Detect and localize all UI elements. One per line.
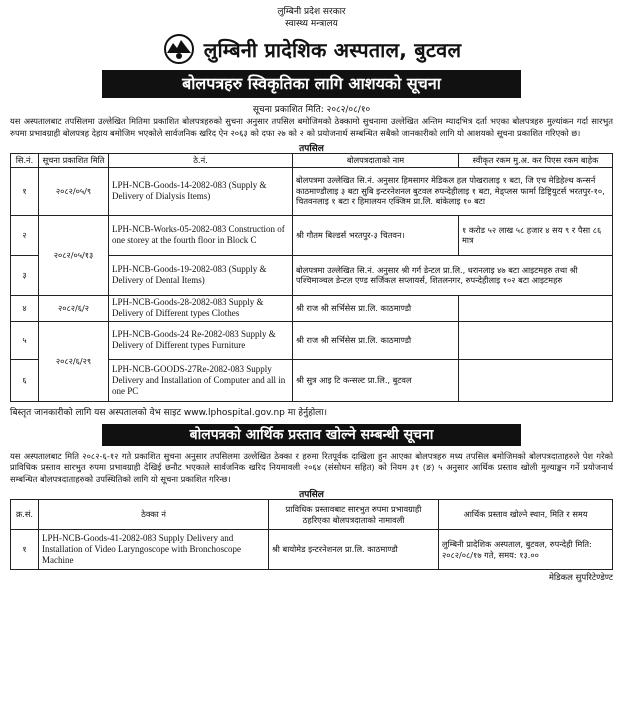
signature: मेडिकल सुपरिटेण्डेण्ट (548, 573, 613, 583)
row-sn: ६ (11, 359, 39, 401)
row-ref: LPH-NCB-Goods-28-2082-083 Supply & Delivery of Different types Clothes (109, 295, 293, 321)
row-date: २०८२/६/२ (39, 295, 109, 321)
ministry-line: स्वास्थ्य मन्त्रालय (285, 19, 338, 29)
row-ref: LPH-NCB-Goods-24 Re-2082-083 Supply & Delivery of Different types Furniture (109, 321, 293, 359)
row-bidder: श्री राज श्री सर्भिसेस प्रा.लि. काठमाण्डौ (293, 295, 459, 321)
row-sn: १ (11, 530, 39, 570)
col-bidder: प्राविधिक प्रस्तावबाट सारभुत रुपमा प्रभावग्राही ठहरिएका बोलपत्रदाताको नामावली (269, 500, 439, 530)
government-emblem-icon (162, 33, 196, 65)
row-ref: LPH-NCB-Works-05-2082-083 Construction of one storey at the fourth floor in Block C (109, 215, 293, 255)
col-bidder: बोलपत्रदाताको नाम (293, 154, 459, 168)
col-date: सूचना प्रकाशित मिति (39, 154, 109, 168)
row-bidder: श्री सुत्र आइ टि कन्सल्ट प्रा.लि., बुटवल (293, 359, 459, 401)
row-sn: ४ (11, 295, 39, 321)
table-row (11, 215, 613, 255)
col-venue: आर्थिक प्रस्ताव खोल्ने स्थान, मिति र समय (439, 500, 613, 530)
row-ref: LPH-NCB-Goods-19-2082-083 (Supply & Delivery of Dental Items) (109, 255, 293, 295)
row-ref: LPH-NCB-Goods-14-2082-083 (Supply & Delivery of Dialysis Items) (109, 167, 293, 215)
row-ref: LPH-NCB-Goods-41-2082-083 Supply Delivery and Installation of Video Laryngoscope with Bronchoscope Machine (39, 530, 269, 570)
row-date: २०८२/०५/१३ (39, 215, 109, 295)
row-sn: ३ (11, 255, 39, 295)
row-venue: लुम्बिनी प्रादेशिक अस्पताल, बुटवल, रुपन्देही मिति: २०८२/०८/१७ गते, समय: १३.०० (439, 530, 613, 570)
row-bidder: श्री गौतम बिल्डर्स भरतपुर-३ चितवन। (293, 215, 459, 255)
intent-table (10, 153, 613, 402)
row-bidder: बोलपत्रमा उल्लेखित सि.नं. अनुसार हिमसागर मेडिकल हल पोखरालाइ १ बटा, जि एच मेडिहेल्थ कन्सर्न काठमाण्डौलाइ ३ बटा सुबि इन्टरनेशनल बुटवल रुपन्देहीलाइ १ बटा, मेड्प्लस फार्मा डिष्ट्रियुटर्स भरतपुर-१०, चितवनलाइ १ बटा र हिमालयन एक्जिम प्रा.लि. बांकेलाइ १० बटा (293, 167, 613, 215)
row-amount (459, 295, 613, 321)
col-ref: ठे.नं. (109, 154, 293, 168)
row-sn: २ (11, 215, 39, 255)
publish-date: सूचना प्रकाशित मिति: २०८२/०८/१० (252, 105, 371, 115)
table-row (11, 530, 613, 570)
notice2-intro: यस अस्पतालबाट मिति २०८२-६-१२ गते प्रकाशित सुचना अनुसार तपसिलमा उल्लेखित ठेक्का र हरुमा रितपूर्वक दाखिला हुन आएका बोलपत्रहरु मध्य तपसिल बमोजिमको बोलपत्रदाताहरुले पेश गरेको प्राविधिक प्रस्ताव सारभुत रुपमा प्रभावग्राही देखिई छनौट भएकाले सार्वजनिक खरिद नियमावली २०६४ (संसोधन सहित) को नियम ३१ (ङ) ५ अनुसार आर्थिक प्रस्ताव खोली मुल्याङ्कन गर्ने प्रयोजनार्थ सम्बन्धित बोलपत्रदाताहरुको उपस्थितिको लागि यो सूचना प्रकाशित गरिन्छ। (10, 450, 613, 484)
row-bidder: श्री बायोमेड इन्टरनेशनल प्रा.लि. काठमाण्डौ (269, 530, 439, 570)
row-date: २०८२/०५/९ (39, 167, 109, 215)
website-note: बिस्तृत जानकारीको लागि यस अस्पतालको वेभ साइट www.lphospital.gov.np मा हेर्नुहोला। (10, 407, 328, 418)
notice2-title: बोलपत्रको आर्थिक प्रस्ताव खोल्ने सम्बन्धी सूचना (102, 424, 521, 446)
table-header-row (11, 154, 613, 168)
notice1-title: बोलपत्रहरु स्विकृतिका लागि आशयको सूचना (102, 70, 521, 98)
row-bidder: बोलपत्रमा उल्लेखित सि.नं. अनुसार श्री गर्ग डेन्टल प्रा.लि., धरानलाइ ४७ बटा आइटमहरु तथा श्री पश्चिमाञ्चल डेन्टल एण्ड सर्जिकल सप्लायर्स, शितलनगर, रुपन्देहीलाइ १०२ बटा आइटमहरु (293, 255, 613, 295)
hospital-name: लुम्बिनी प्रादेशिक अस्पताल, बुटवल (203, 37, 462, 62)
row-ref: LPH-NCB-GOODS-27Re-2082-083 Supply Delivery and Installation of Computer and all in one PC (109, 359, 293, 401)
row-date: २०८२/६/२९ (39, 321, 109, 401)
row-sn: १ (11, 167, 39, 215)
col-amount: स्वीकृत रकम मु.अ. कर पिएस रकम बाहेक (459, 154, 613, 168)
table-row (11, 167, 613, 215)
col-sn: सि.नं. (11, 154, 39, 168)
row-bidder: श्री राज श्री सर्भिसेस प्रा.लि. काठमाण्डौ (293, 321, 459, 359)
table-header-row (11, 500, 613, 530)
row-sn: ५ (11, 321, 39, 359)
govt-line: लुम्बिनी प्रदेश सरकार (277, 7, 346, 17)
table2-caption: तपसिल (299, 490, 324, 500)
row-amount (459, 321, 613, 359)
table-row (11, 321, 613, 359)
hospital-header (10, 32, 613, 66)
table-row (11, 295, 613, 321)
table1-caption: तपसिल (299, 144, 324, 154)
col-ref: ठेक्का नं (39, 500, 269, 530)
col-sn: क्र.सं. (11, 500, 39, 530)
notice1-intro: यस अस्पतालबाट तपसिलमा उल्लेखित मितिमा प्रकाशित बोलपत्रहरुको सुचना अनुसार तपसिल बमोजिमको ठेक्कामो सुचनामा उल्लेखित अन्तिम म्यादभित्र दर्ता भएका बोलपत्रहरु मुल्यांकन गर्दा सारभुत रुपमा प्रभावग्राही बोलपत्रह देहाय बमोजिम भएकोले सार्वजनिक खरिद ऐन २०६३ को दफा २७ को २ को प्रयोजनार्थ सम्बन्धित सबैको जानकारीको लागि यो आशयको सूचना प्रकाशित गरिएको छ। (10, 116, 613, 138)
row-amount: १ करोड ५२ लाख ५८ हजार ४ सय ९ र पैसा ८६ मात्र (459, 215, 613, 255)
financial-opening-table (10, 499, 613, 570)
row-amount (459, 359, 613, 401)
